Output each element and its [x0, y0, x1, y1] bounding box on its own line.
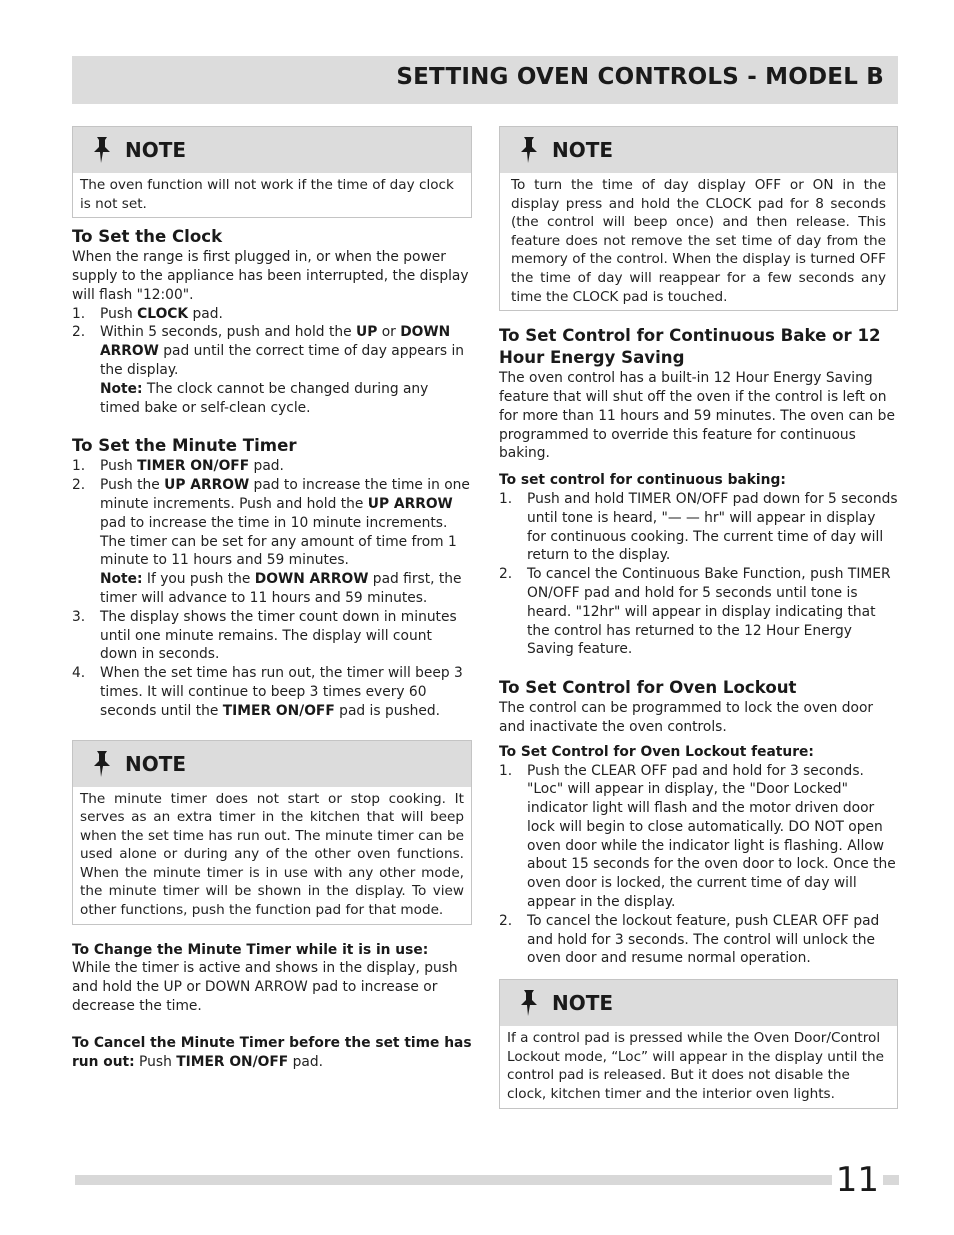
- step-text: Push the CLEAR OFF pad and hold for 3 seconds. "Loc" will appear in display, the "Door Locked" indicator light will flash and the motor driven door lock will begin to close automatically. DO NOT open oven door while the indicator light is flashing. Allow about 15 seconds for the oven door to lock. Once the oven door is locked, the current time of day will appear in the display.: [527, 762, 896, 911]
- clock-steps: [72, 305, 472, 418]
- step-number: 3.: [72, 608, 86, 625]
- note-label: NOTE: [552, 991, 614, 1016]
- note-header: [73, 741, 471, 787]
- step-number: 1.: [499, 762, 513, 779]
- step-number: 1.: [72, 458, 86, 475]
- list-item: [499, 565, 898, 659]
- step-text: The clock cannot be changed during any timed bake or self-clean cycle.: [100, 380, 429, 416]
- subheading-change-timer: To Change the Minute Timer while it is in use:: [72, 941, 429, 958]
- page-title: SETTING OVEN CONTROLS - MODEL B: [396, 64, 884, 90]
- list-item: [72, 664, 472, 720]
- step-number: 1.: [72, 305, 86, 322]
- note-label: NOTE: [552, 138, 614, 162]
- step-text: To cancel the Continuous Bake Function, push TIMER ON/OFF pad and hold for 5 seconds until tone is heard. "12hr" will appear in display indicating that the control has returned to the 12 Hour Energy Saving feature.: [527, 566, 891, 658]
- step-text: Push: [100, 305, 138, 322]
- lockout-steps: [499, 762, 898, 969]
- header-bar: [72, 56, 898, 104]
- step-key: UP: [355, 324, 378, 341]
- list-item: [499, 912, 898, 968]
- list-item: [72, 608, 472, 664]
- step-number: 2.: [499, 912, 513, 929]
- note-box-minute-timer: [72, 740, 472, 925]
- step-text: pad is pushed.: [334, 702, 441, 719]
- note-text: To turn the time of day display OFF or ON in the display press and hold the CLOCK pad for 8 seconds (the control will beep once) and then release. This feature does not remove the set time of day from the memory of the control. When the display is turned OFF the time of day will reappear for a few seconds any time the CLOCK pad is touched.: [511, 177, 886, 305]
- step-text: To cancel the lockout feature, push CLEAR OFF pad and hold for 3 seconds. The control will unlock the oven door and resume normal operation.: [527, 912, 880, 967]
- step-text: Push the: [100, 477, 165, 494]
- note-inline-label: Note:: [100, 571, 143, 588]
- continuous-intro: The oven control has a built-in 12 Hour Energy Saving feature that will shut off the oven if the control is left on for more than 11 hours and 59 minutes. The oven can be programmed to override this feature for continuous baking.: [499, 370, 895, 462]
- footer-bar: [75, 1175, 899, 1185]
- subheading-lockout-feature: To Set Control for Oven Lockout feature:: [499, 743, 814, 760]
- step-key: TIMER ON/OFF: [222, 702, 335, 719]
- note-box-lockout: [499, 979, 898, 1108]
- list-item: [72, 323, 472, 417]
- step-text: pad to increase the time in 10 minute increments. The timer can be set for any amount of time from 1 minute to 11 hours and 59 minutes.: [100, 514, 457, 569]
- page-number: 11: [832, 1160, 883, 1200]
- step-text: pad.: [288, 1053, 323, 1070]
- pushpin-icon: [518, 989, 540, 1017]
- left-column: [72, 126, 472, 1071]
- continuous-steps: [499, 490, 898, 659]
- note-header: [500, 980, 897, 1026]
- note-label: NOTE: [125, 751, 187, 776]
- step-number: 2.: [72, 324, 86, 341]
- step-number: 4.: [72, 665, 86, 682]
- step-text: When the set time has run out, the timer will beep 3 times. It will continue to beep 3 times every 60 seconds until the: [100, 665, 463, 719]
- note-box-clock-required: [72, 126, 472, 218]
- step-key: TIMER ON/OFF: [137, 458, 250, 475]
- pushpin-icon: [518, 136, 540, 164]
- list-item: [499, 490, 898, 565]
- step-number: 1.: [499, 490, 513, 507]
- step-text: pad to increase the time in one minute increments. Push and hold the: [100, 477, 470, 512]
- step-text: pad.: [249, 458, 284, 475]
- cancel-timer-text: [72, 1034, 472, 1072]
- note-header: [73, 127, 471, 173]
- note-text: If a control pad is pressed while the Oven Door/Control Lockout mode, “Loc” will appear in the display until the control pad is released. But it does not disable the clock, kitchen timer and the interior oven lights.: [507, 1030, 885, 1103]
- step-text: Push: [100, 458, 138, 475]
- list-item: [499, 762, 898, 912]
- step-text: or: [377, 324, 401, 341]
- step-key: UP ARROW: [164, 477, 250, 494]
- note-label: NOTE: [125, 138, 187, 162]
- section-heading-set-clock: To Set the Clock: [72, 227, 223, 247]
- step-text: Push: [134, 1053, 177, 1070]
- step-key: UP ARROW: [367, 495, 453, 512]
- section-heading-continuous-bake: To Set Control for Continuous Bake or 12 Hour Energy Saving: [499, 326, 881, 368]
- section-heading-minute-timer: To Set the Minute Timer: [72, 436, 297, 456]
- step-text: If you push the: [142, 571, 255, 588]
- subheading-cancel-timer: To Cancel the Minute Timer before the set time has run out:: [72, 1034, 472, 1070]
- step-number: 2.: [72, 477, 86, 494]
- change-timer-text: While the timer is active and shows in the display, push and hold the UP or DOWN ARROW pad to increase or decrease the time.: [72, 960, 458, 1015]
- step-key: DOWN ARROW: [100, 324, 451, 360]
- section-heading-oven-lockout: To Set Control for Oven Lockout: [499, 678, 797, 698]
- step-text: pad until the correct time of day appears in the display.: [100, 343, 465, 378]
- step-text: The display shows the timer count down in minutes until one minute remains. The display will count down in seconds.: [100, 608, 457, 663]
- clock-intro: When the range is first plugged in, or when the power supply to the appliance has been interrupted, the display will flash "12:00".: [72, 249, 469, 303]
- timer-steps: [72, 457, 472, 720]
- lockout-intro: The control can be programmed to lock the oven door and inactivate the oven controls.: [499, 700, 874, 735]
- note-text: The minute timer does not start or stop cooking. It serves as an extra timer in the kitchen that will beep when the set time has run out. The minute timer can be used alone or during any of the other oven functions. When the minute timer is in use with any other mode, the minute timer will be shown in the display. To view other functions, push the function pad for that mode.: [80, 790, 464, 919]
- step-key: DOWN ARROW: [254, 571, 369, 588]
- list-item: [72, 457, 472, 476]
- list-item: [72, 305, 472, 324]
- step-key: TIMER ON/OFF: [176, 1053, 289, 1070]
- step-number: 2.: [499, 566, 513, 583]
- step-text: pad first, the timer will advance to 11 hours and 59 minutes.: [100, 571, 462, 606]
- step-text: Within 5 seconds, push and hold the: [100, 324, 356, 341]
- right-column: [499, 126, 898, 1109]
- step-text: Push and hold TIMER ON/OFF pad down for 5 seconds until tone is heard, "— — hr" will appear in display for continuous cooking. The current time of day will return to the display.: [527, 490, 898, 564]
- pushpin-icon: [91, 136, 113, 164]
- list-item: [72, 476, 472, 608]
- step-text: pad.: [188, 305, 223, 322]
- note-text: The oven function will not work if the time of day clock is not set.: [80, 177, 454, 212]
- note-header: [500, 127, 897, 173]
- note-box-clock-display: [499, 126, 898, 311]
- subheading-continuous-baking: To set control for continuous baking:: [499, 472, 786, 489]
- note-inline-label: Note:: [100, 380, 143, 397]
- step-key: CLOCK: [137, 305, 189, 322]
- pushpin-icon: [91, 750, 113, 778]
